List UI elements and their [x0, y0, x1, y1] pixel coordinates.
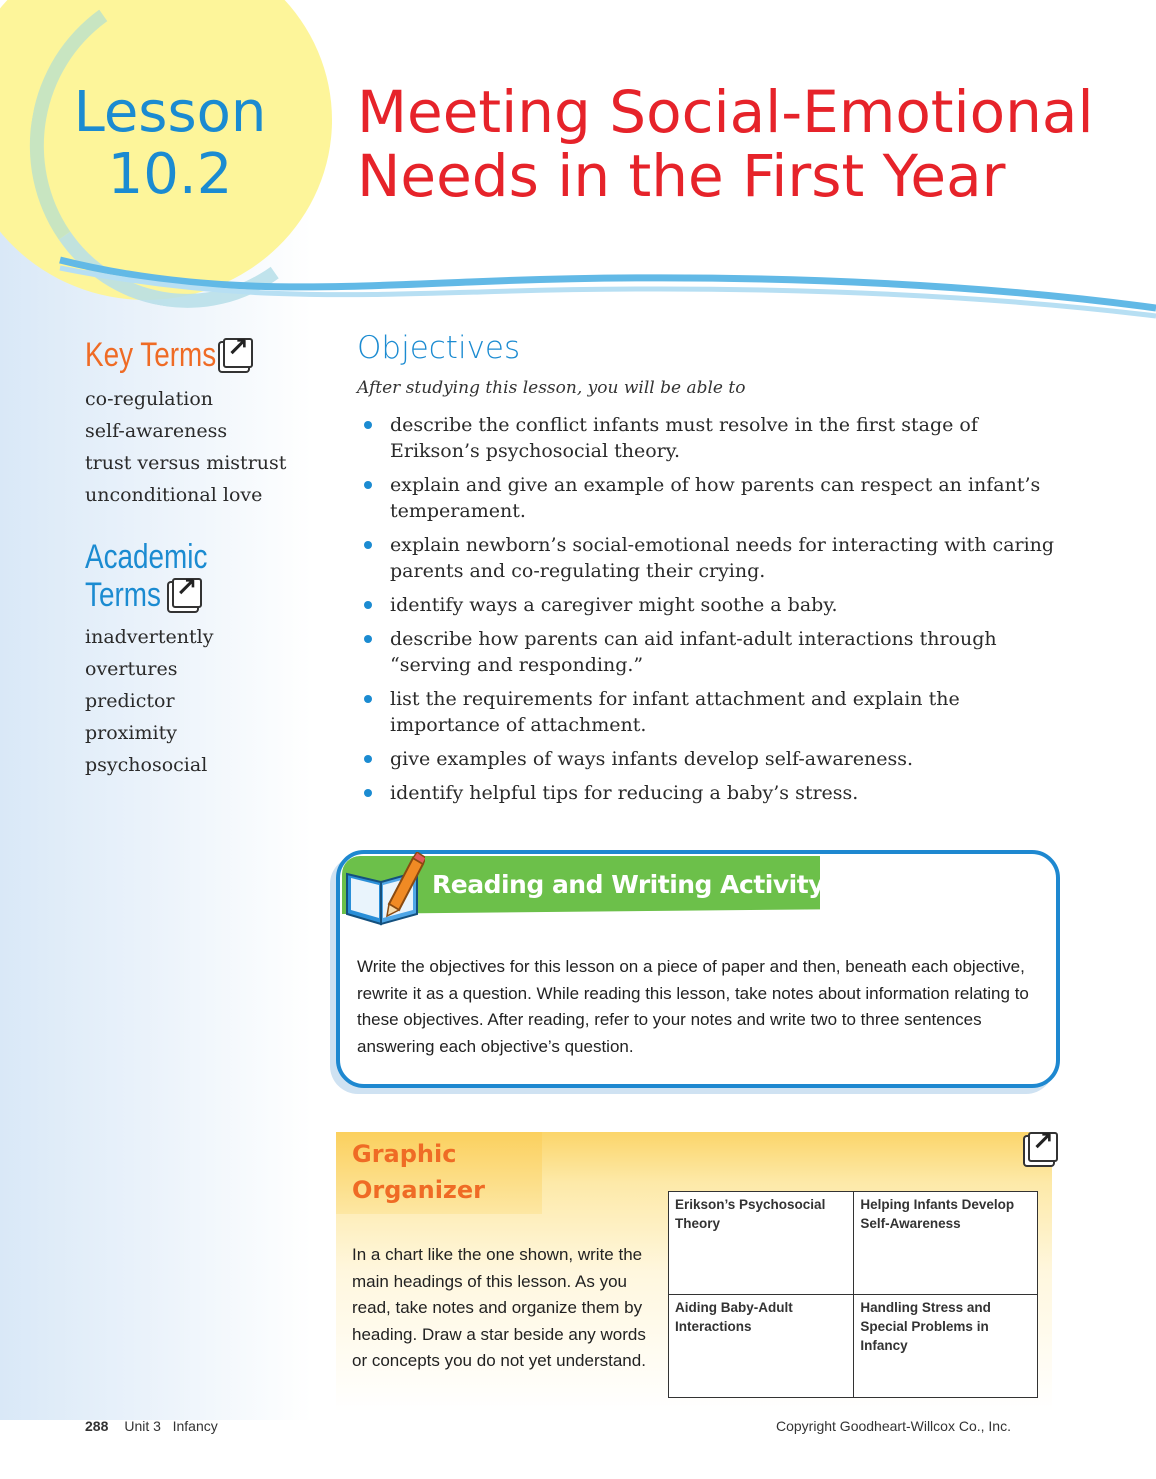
graphic-organizer-body: In a chart like the one shown, write the main headings of this lesson. As you read, take notes and organize them by heading. Draw a star beside any words or concepts you do not yet understand.: [352, 1245, 646, 1370]
decorative-swoosh: [0, 240, 1156, 330]
list-item: self-awareness: [85, 420, 228, 442]
list-item: explain and give an example of how parents can respect an infant’s temperament.: [357, 472, 1057, 524]
reading-writing-body: Write the objectives for this lesson on a piece of paper and then, beneath each objective, rewrite it as a question. While reading this lesson, take notes about information relating to these objectives. After reading, refer to your notes and write two to three sentences answering each objective’s question.: [357, 957, 1029, 1056]
list-item: identify ways a caregiver might soothe a baby.: [357, 592, 1057, 618]
table-cell: Helping Infants Develop Self-Awareness: [854, 1192, 1038, 1295]
table-row: [669, 1295, 1038, 1398]
page-title-line1: Meeting Social-Emotional: [357, 78, 1094, 146]
page-title: [357, 80, 1137, 208]
list-item: co-regulation: [85, 388, 214, 410]
reading-writing-title: Reading and Writing Activity: [432, 870, 824, 899]
graphic-organizer-heading-line2: Organizer: [352, 1176, 486, 1204]
academic-terms-list: [85, 621, 213, 781]
list-item: list the requirements for infant attachment and explain the importance of attachment.: [357, 686, 1057, 738]
academic-terms-heading-line2: Terms: [85, 576, 161, 614]
key-terms-heading-text: Key Terms: [85, 336, 217, 374]
footer-section: Unit 3 Infancy: [124, 1418, 218, 1434]
list-item: predictor: [85, 690, 175, 712]
lesson-number: [60, 82, 280, 206]
external-link-icon[interactable]: [223, 338, 253, 368]
list-item: describe the conflict infants must resolve in the first stage of Erikson’s psychosocial theory.: [357, 412, 1057, 464]
external-link-icon[interactable]: [172, 578, 202, 608]
key-terms-list: [85, 383, 286, 511]
table-cell: Aiding Baby-Adult Interactions: [669, 1295, 854, 1398]
lesson-label-number: 10.2: [107, 142, 233, 207]
book-pencil-icon: [343, 852, 425, 926]
list-item: overtures: [85, 658, 178, 680]
table-cell: Erikson’s Psychosocial Theory: [669, 1192, 854, 1295]
objectives-heading: Objectives: [357, 330, 521, 366]
list-item: trust versus mistrust: [85, 452, 287, 474]
list-item: explain newborn’s social-emotional needs for interacting with caring parents and co-regulating their crying.: [357, 532, 1057, 584]
organizer-chart: [668, 1191, 1038, 1398]
list-item: unconditional love: [85, 484, 263, 506]
page-number: 288: [85, 1418, 109, 1434]
table-cell: Handling Stress and Special Problems in Infancy: [854, 1295, 1038, 1398]
objectives-list: [357, 412, 1057, 814]
graphic-organizer-heading-line1: Graphic: [352, 1140, 457, 1168]
list-item: give examples of ways infants develop self-awareness.: [357, 746, 1057, 772]
academic-terms-heading: [85, 538, 234, 614]
lesson-label-word: Lesson: [73, 80, 267, 145]
page-title-line2: Needs in the First Year: [357, 142, 1006, 210]
footer-copyright: Copyright Goodheart-Willcox Co., Inc.: [776, 1418, 1011, 1434]
list-item: describe how parents can aid infant-adult interactions through “serving and responding.”: [357, 626, 1057, 678]
footer-left: [85, 1418, 218, 1434]
external-link-icon[interactable]: [1028, 1132, 1058, 1162]
table-row: [669, 1192, 1038, 1295]
key-terms-heading: [85, 336, 253, 374]
graphic-organizer-heading: [352, 1136, 485, 1208]
list-item: identify helpful tips for reducing a baby’s stress.: [357, 780, 1057, 806]
list-item: psychosocial: [85, 754, 208, 776]
list-item: proximity: [85, 722, 177, 744]
list-item: inadvertently: [85, 626, 214, 648]
academic-terms-heading-line1: Academic: [85, 538, 208, 576]
objectives-intro: After studying this lesson, you will be able to: [357, 378, 746, 398]
